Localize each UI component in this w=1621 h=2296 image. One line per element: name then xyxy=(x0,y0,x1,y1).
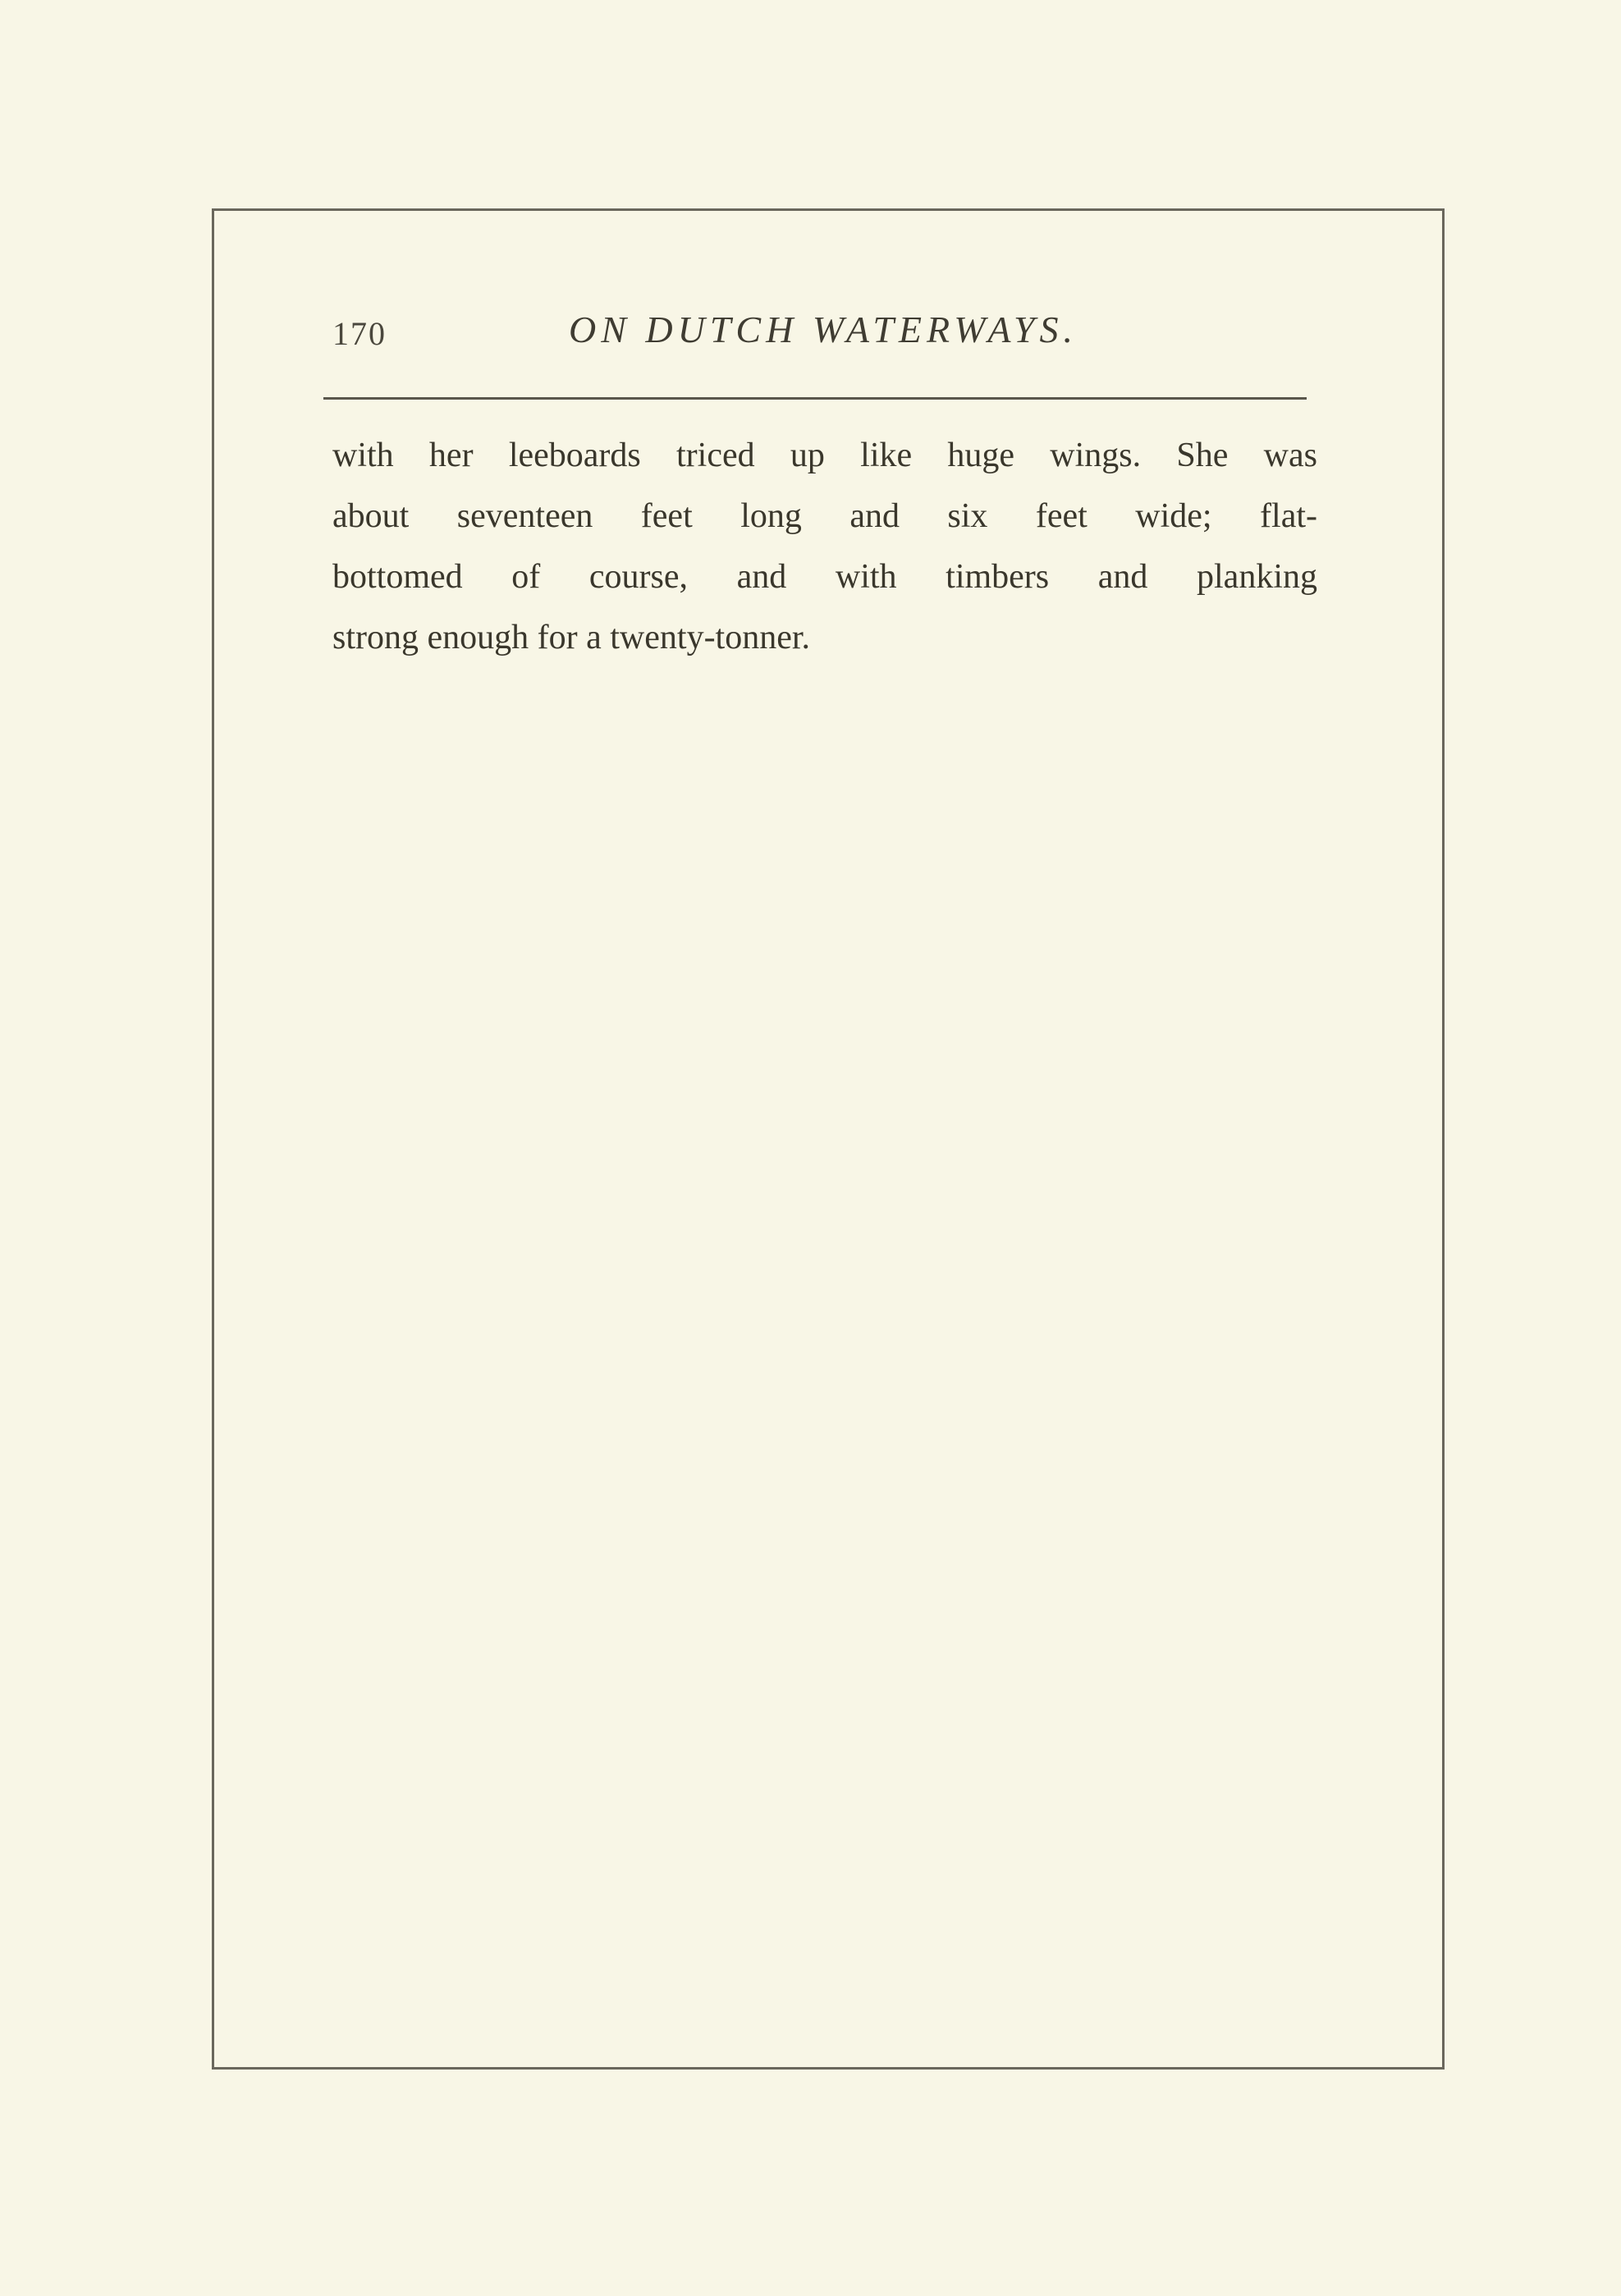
running-title: ON DUTCH WATERWAYS. xyxy=(569,309,1078,350)
body-line-2: about seventeen feet long and six feet wide; flat- xyxy=(332,497,1317,535)
running-head xyxy=(323,308,1307,357)
body-line-1: with her leeboards triced up like huge wings. She was xyxy=(332,437,1317,474)
page-number: 170 xyxy=(332,315,387,352)
body-line-3: bottomed of course, and with timbers and planking xyxy=(332,558,1317,596)
body-paragraph xyxy=(332,425,1317,668)
header-rule xyxy=(323,397,1307,400)
body-line-4: strong enough for a twenty-tonner. xyxy=(332,619,811,656)
